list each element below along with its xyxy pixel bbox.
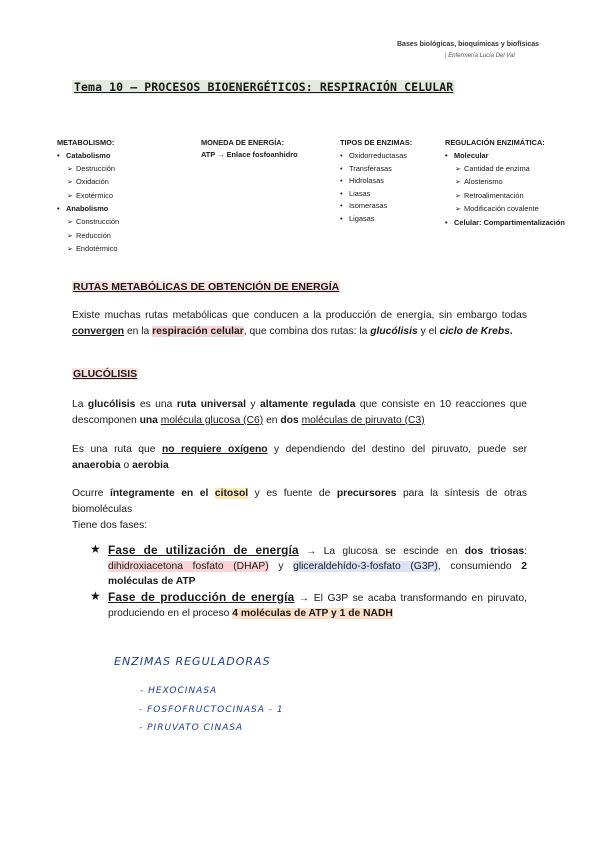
text-run: Es una ruta que <box>72 444 162 455</box>
anabolismo-subitem: ➢ Reducción <box>57 230 119 244</box>
enzima-type-item: • Oxidorreductasas <box>340 150 412 163</box>
celular-item: • Celular: Compartimentalización <box>445 217 565 230</box>
page-title: Tema 10 – PROCESOS BIOENERGÉTICOS: RESPIRACIÓN CELULAR <box>74 80 454 94</box>
metabolismo-heading: METABOLISMO: <box>57 138 115 147</box>
text-run: o <box>120 459 133 471</box>
text-run: respiración celular <box>152 325 244 337</box>
text-run: La <box>72 399 88 410</box>
regulacion-heading: REGULACIÓN ENZIMÁTICA: <box>445 138 545 147</box>
molecular-subitem: ➢ Alosterismo <box>445 176 565 190</box>
text-run: en <box>263 414 281 426</box>
catabolismo-subitem: ➢ Oxidación <box>57 176 119 190</box>
enzima-type-item: • Ligasas <box>340 213 412 226</box>
enzima-type-item: • Liasas <box>340 188 412 201</box>
handwritten-item: - HEXOCINASA <box>140 686 218 696</box>
glucolisis-paragraph-2 <box>72 442 527 474</box>
text-run: Ocurre <box>72 488 111 499</box>
moneda-line: ATP → Enlace fosfoanhidro <box>201 150 298 159</box>
text-run: convergen <box>72 325 125 337</box>
text-run: para la síntesis de otras biomoléculas <box>72 488 527 515</box>
text-run: Existe muchas rutas metabólicas que conducen a la producción de energía, sin embargo todas <box>72 310 527 321</box>
catabolismo-subitem: ➢ Destrucción <box>57 163 119 177</box>
text-run: : <box>524 546 527 557</box>
text-run: citosol <box>214 488 249 499</box>
catabolismo-item: • Catabolismo <box>57 150 119 163</box>
text-run: íntegramente en el <box>110 488 209 499</box>
text-run: y <box>268 561 294 573</box>
text-run: molécula glucosa (C6) <box>160 414 264 426</box>
section-heading-glucolisis: GLUCÓLISIS <box>73 368 138 380</box>
text-run: moléculas de piruvato (C3) <box>301 414 425 426</box>
text-run: ruta universal <box>176 399 246 410</box>
fase-item <box>90 543 527 590</box>
molecular-subitem: ➢ Modificación covalente <box>445 203 565 217</box>
text-run: glucólisis <box>87 399 136 410</box>
rutas-paragraph <box>72 308 527 340</box>
enzima-type-item: • Transferasas <box>340 163 412 176</box>
glucolisis-paragraph-3 <box>72 486 527 533</box>
anabolismo-subitem: ➢ Endotérmico <box>57 243 119 257</box>
text-run: Tiene dos fases: <box>72 519 148 531</box>
section-heading-rutas: RUTAS METABÓLICAS DE OBTENCIÓN DE ENERGÍA <box>73 281 340 293</box>
fase-title: Fase de producción de energía <box>108 589 295 604</box>
molecular-item: • Molecular <box>445 150 565 163</box>
text-run: glucólisis <box>370 325 418 337</box>
text-run: que consiste en 10 reacciones que descomponen <box>72 399 527 426</box>
text-run: 4 moléculas de ATP y 1 de NADH <box>232 607 393 619</box>
star-bullet-icon: ★ <box>90 588 101 603</box>
anabolismo-item: • Anabolismo <box>57 203 119 216</box>
text-run: . <box>509 325 513 337</box>
fase-item <box>90 590 527 621</box>
text-run: en la <box>124 325 153 337</box>
text-run <box>208 488 215 499</box>
anabolismo-subitem: ➢ Construcción <box>57 216 119 230</box>
text-run: una <box>139 414 158 426</box>
text-run: dihidroxiacetona fosfato (DHAP) <box>108 561 269 573</box>
fase-title: Fase de utilización de energía <box>108 543 299 557</box>
metabolismo-column <box>57 138 119 257</box>
text-run: → El G3P se acaba transformando en piruvato, produciendo en el proceso <box>108 592 527 619</box>
text-run: y es fuente de <box>248 488 337 499</box>
text-run: 2 moléculas de ATP <box>108 561 528 588</box>
star-bullet-icon: ★ <box>90 542 101 556</box>
text-run: dos triosas <box>464 546 525 557</box>
course-name: Bases biológicas, bioquímicas y biofísicas <box>397 41 539 48</box>
text-run: precursores <box>336 488 397 499</box>
text-run: no requiere oxígeno <box>161 444 268 455</box>
text-run: aerobia <box>132 459 169 471</box>
molecular-subitem: ➢ Retroalimentación <box>445 190 565 204</box>
text-run: gliceraldehído-3-fosfato (G3P) <box>293 561 438 573</box>
handwritten-title: ENZIMAS REGULADORAS <box>114 655 271 668</box>
enzima-type-item: • Hidrolasas <box>340 175 412 188</box>
moneda-heading: MONEDA DE ENERGÍA: <box>201 138 285 147</box>
glucolisis-paragraph-1 <box>72 397 527 429</box>
text-run: y dependiendo del destino del piruvato, puede ser <box>267 444 527 455</box>
text-run: , consumiendo <box>437 561 522 573</box>
text-run: ciclo de Krebs <box>439 325 510 337</box>
fases-list <box>90 543 527 621</box>
regulacion-column <box>445 138 565 230</box>
text-run: y <box>245 399 260 410</box>
text-run: dos <box>280 414 299 426</box>
author-name: | Enfermería Lucia Del Val <box>445 53 515 59</box>
handwritten-item: - PIRUVATO CINASA <box>139 723 244 733</box>
text-run: , que combina dos rutas: la <box>243 325 371 337</box>
enzima-type-item: • Isomerasas <box>340 200 412 213</box>
molecular-subitem: ➢ Cantidad de enzima <box>445 163 565 177</box>
text-run: anaerobia <box>72 459 121 471</box>
catabolismo-subitem: ➢ Exotérmico <box>57 190 119 204</box>
text-run: y el <box>417 325 440 337</box>
handwritten-item: - FOSFOFRUCTOCINASA - 1 <box>139 705 284 715</box>
moneda-column <box>201 138 298 159</box>
enzimas-column <box>340 138 412 226</box>
text-run: es una <box>135 399 177 410</box>
text-run: → La glucosa se escinde en <box>298 546 465 557</box>
text-run: altamente regulada <box>260 399 356 410</box>
enzimas-heading: TIPOS DE ENZIMAS: <box>340 138 413 147</box>
